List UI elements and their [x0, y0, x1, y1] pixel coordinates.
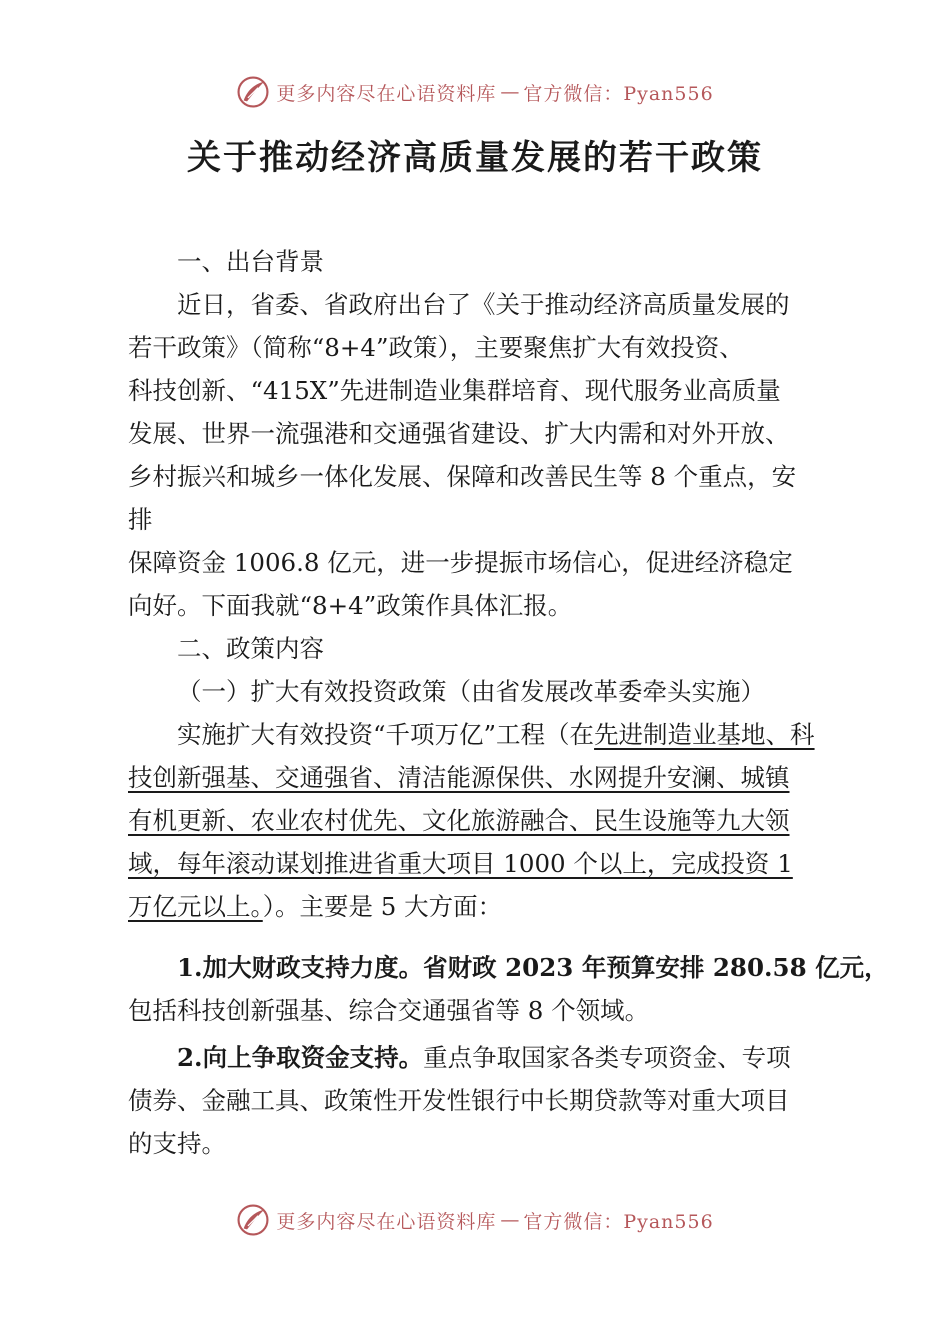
- section-heading-policy-content: 二、政策内容: [177, 634, 324, 663]
- watermark-text: 更多内容尽在心语资料库: [276, 82, 497, 105]
- text-line: 发展、世界一流强港和交通强省建设、扩大内需和对外开放、: [128, 419, 790, 448]
- text-line: 近日，省委、省政府出台了《关于推动经济高质量发展的: [177, 290, 790, 319]
- text-line: [128, 842, 824, 885]
- list-item-lead: 1.加大财政支持力度。省财政 2023 年预算安排 280.58 亿元，: [177, 953, 889, 982]
- text-line: 排: [128, 505, 153, 534]
- underlined-text: 域，每年滚动谋划推进省重大项目 1000 个以上，完成投资 1: [128, 849, 793, 878]
- text-line: [128, 1036, 824, 1079]
- text-line: 债券、金融工具、政策性开发性银行中长期贷款等对重大项目: [128, 1086, 790, 1115]
- underlined-text: 有机更新、农业农村优先、文化旅游融合、民生设施等九大领: [128, 806, 790, 835]
- text-line: [128, 799, 824, 842]
- brand-logo-icon: [236, 1203, 270, 1237]
- underlined-text: 技创新强基、交通强省、清洁能源保供、水网提升安澜、城镇: [128, 763, 790, 792]
- text-lead: 实施扩大有效投资“千项万亿”工程（在: [177, 720, 595, 749]
- header-watermark: [0, 72, 950, 112]
- text-line: 向好。下面我就“8+4”政策作具体汇报。: [128, 591, 573, 620]
- paragraph-investment-program: [128, 713, 824, 928]
- list-item-funding-support: [128, 1036, 824, 1165]
- brand-logo-icon: [236, 75, 270, 109]
- text-line: 保障资金 1006.8 亿元，进一步提振市场信心，促进经济稳定: [128, 548, 793, 577]
- text-line: 包括科技创新强基、综合交通强省等 8 个领域。: [128, 996, 650, 1025]
- text-line: 乡村振兴和城乡一体化发展、保障和改善民生等 8 个重点，安: [128, 462, 797, 491]
- watermark-separator: —: [500, 81, 520, 103]
- subsection-heading-investment: （一）扩大有效投资政策（由省发展改革委牵头实施）: [177, 677, 765, 706]
- text-tail: ）。主要是 5 大方面：: [262, 892, 503, 921]
- text-line: 的支持。: [128, 1129, 226, 1158]
- watermark-text: 更多内容尽在心语资料库: [276, 1210, 497, 1233]
- list-item-lead: 2.向上争取资金支持。: [177, 1043, 424, 1072]
- underlined-text: 先进制造业基地、科: [594, 720, 815, 749]
- section-heading-background: 一、出台背景: [177, 247, 324, 276]
- watermark-contact: 官方微信：Pyan556: [523, 82, 714, 105]
- text-line: [128, 756, 824, 799]
- text-line: 若干政策》（简称“8+4”政策），主要聚焦扩大有效投资、: [128, 333, 744, 362]
- text-line: [128, 713, 824, 756]
- document-body: [128, 240, 824, 928]
- watermark-contact: 官方微信：Pyan556: [523, 1210, 714, 1233]
- document-title: 关于推动经济高质量发展的若干政策: [187, 138, 763, 178]
- text-line: 科技创新、“415X”先进制造业集群培育、现代服务业高质量: [128, 376, 781, 405]
- text-rest: 重点争取国家各类专项资金、专项: [423, 1043, 791, 1072]
- document-body-items: [128, 946, 889, 1165]
- text-line: [128, 885, 824, 928]
- footer-watermark: [0, 1200, 950, 1240]
- paragraph-background: [128, 283, 824, 627]
- list-item-fiscal-support: [128, 946, 889, 1032]
- watermark-separator: —: [500, 1209, 520, 1231]
- underlined-text: 万亿元以上。: [128, 892, 263, 921]
